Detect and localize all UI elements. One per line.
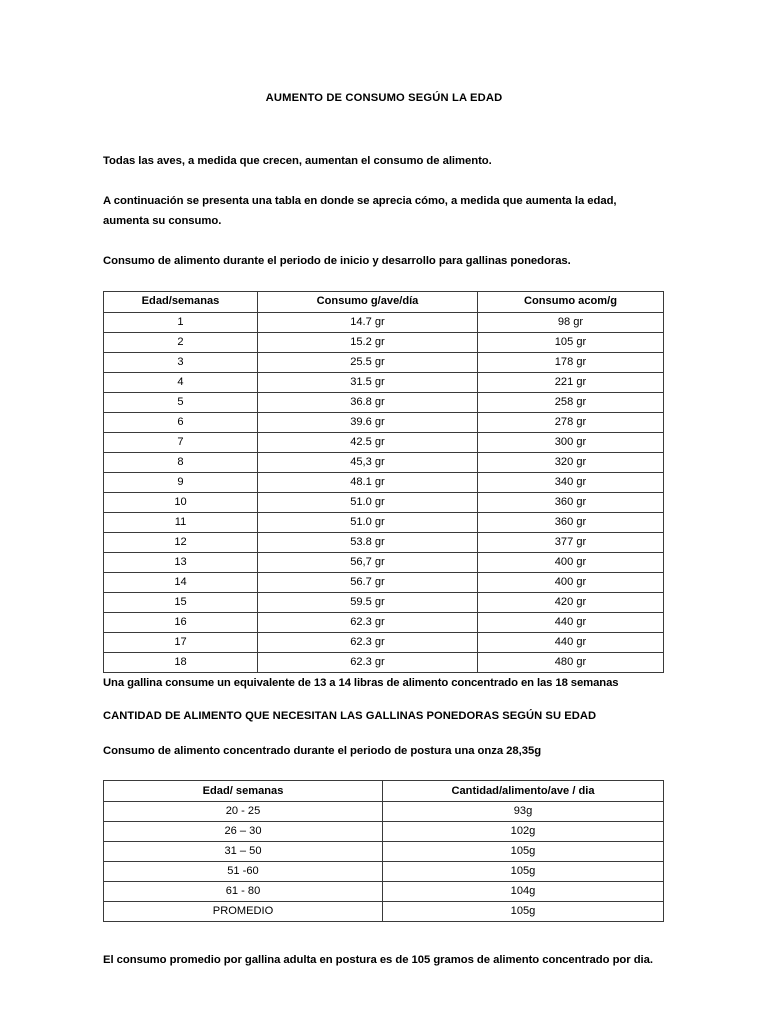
paragraph-intro-2: A continuación se presenta una tabla en donde se aprecia cómo, a medida que aumenta la edad, aumenta su consumo. — [103, 195, 617, 227]
cell-consumo-acumulado: 440 gr — [478, 632, 664, 652]
cell-consumo-diario: 51.0 gr — [258, 492, 478, 512]
cell-consumo-diario: 42.5 gr — [258, 432, 478, 452]
spacer — [103, 761, 665, 780]
cell-edad: 12 — [104, 532, 258, 552]
cell-edad-rango: 61 - 80 — [104, 882, 383, 902]
cell-consumo-acumulado: 320 gr — [478, 452, 664, 472]
cell-consumo-acumulado: 400 gr — [478, 572, 664, 592]
table-row — [104, 862, 664, 882]
cell-consumo-diario: 48.1 gr — [258, 472, 478, 492]
table-row — [104, 392, 664, 412]
cell-consumo-acumulado: 278 gr — [478, 412, 664, 432]
table-row — [104, 592, 664, 612]
cell-consumo-diario: 25.5 gr — [258, 352, 478, 372]
cell-consumo-acumulado: 105 gr — [478, 332, 664, 352]
table-row — [104, 652, 664, 672]
cell-edad: 5 — [104, 392, 258, 412]
table-row — [104, 432, 664, 452]
table-row — [104, 452, 664, 472]
note-under-table-consumo: Una gallina consume un equivalente de 13 a 14 libras de alimento concentrado en las 18 semanas — [103, 676, 619, 689]
cell-consumo-diario: 59.5 gr — [258, 592, 478, 612]
cell-edad: 14 — [104, 572, 258, 592]
cell-consumo-acumulado: 340 gr — [478, 472, 664, 492]
cell-edad: 17 — [104, 632, 258, 652]
table-cantidad-postura — [103, 780, 664, 922]
paragraph-intro-1: Todas las aves, a medida que crecen, aumentan el consumo de alimento. — [103, 155, 492, 167]
table-row — [104, 902, 664, 922]
table-row — [104, 882, 664, 902]
table-row — [104, 412, 664, 432]
table-row — [104, 612, 664, 632]
table-row — [104, 372, 664, 392]
column-header-consumo-diario: Consumo g/ave/día — [258, 291, 478, 312]
cell-edad: 2 — [104, 332, 258, 352]
table-row — [104, 802, 664, 822]
column-header-edad-semanas: Edad/ semanas — [104, 781, 383, 802]
column-header-edad-semanas: Edad/semanas — [104, 291, 258, 312]
cell-edad: 3 — [104, 352, 258, 372]
cell-cantidad: 93g — [383, 802, 664, 822]
cell-consumo-acumulado: 377 gr — [478, 532, 664, 552]
table-row — [104, 352, 664, 372]
cell-consumo-acumulado: 98 gr — [478, 312, 664, 332]
cell-edad-rango: 20 - 25 — [104, 802, 383, 822]
cell-cantidad: 104g — [383, 882, 664, 902]
cell-consumo-diario: 31.5 gr — [258, 372, 478, 392]
cell-consumo-acumulado: 178 gr — [478, 352, 664, 372]
table-row — [104, 332, 664, 352]
cell-cantidad: 105g — [383, 842, 664, 862]
cell-consumo-diario: 53.8 gr — [258, 532, 478, 552]
cell-consumo-diario: 62.3 gr — [258, 632, 478, 652]
paragraph-intro-4: Consumo de alimento concentrado durante el periodo de postura una onza 28,35g — [103, 744, 542, 757]
table-row — [104, 492, 664, 512]
cell-edad-rango: 26 – 30 — [104, 822, 383, 842]
cell-consumo-diario: 62.3 gr — [258, 612, 478, 632]
cell-consumo-diario: 51.0 gr — [258, 512, 478, 532]
cell-edad: 15 — [104, 592, 258, 612]
cell-edad: 11 — [104, 512, 258, 532]
cell-edad: 13 — [104, 552, 258, 572]
cell-edad: 16 — [104, 612, 258, 632]
cell-consumo-acumulado: 400 gr — [478, 552, 664, 572]
cell-consumo-diario: 14.7 gr — [258, 312, 478, 332]
table-row — [104, 532, 664, 552]
cell-cantidad: 102g — [383, 822, 664, 842]
cell-cantidad: 105g — [383, 862, 664, 882]
section-heading-cantidad-alimento: CANTIDAD DE ALIMENTO QUE NECESITAN LAS GALLINAS PONEDORAS SEGÚN SU EDAD — [103, 709, 597, 722]
cell-cantidad: 105g — [383, 902, 664, 922]
cell-edad-rango: PROMEDIO — [104, 902, 383, 922]
table-row — [104, 512, 664, 532]
cell-consumo-diario: 62.3 gr — [258, 652, 478, 672]
table-header-row — [104, 291, 664, 312]
cell-edad: 9 — [104, 472, 258, 492]
cell-edad: 18 — [104, 652, 258, 672]
cell-consumo-acumulado: 420 gr — [478, 592, 664, 612]
table-row — [104, 842, 664, 862]
cell-edad: 1 — [104, 312, 258, 332]
spacer — [103, 272, 665, 291]
cell-edad: 8 — [104, 452, 258, 472]
table-row — [104, 312, 664, 332]
cell-consumo-diario: 56,7 gr — [258, 552, 478, 572]
cell-consumo-acumulado: 360 gr — [478, 512, 664, 532]
cell-consumo-acumulado: 300 gr — [478, 432, 664, 452]
cell-consumo-acumulado: 440 gr — [478, 612, 664, 632]
table-row — [104, 822, 664, 842]
cell-edad: 10 — [104, 492, 258, 512]
cell-consumo-diario: 39.6 gr — [258, 412, 478, 432]
cell-edad: 7 — [104, 432, 258, 452]
table-row — [104, 572, 664, 592]
cell-edad-rango: 31 – 50 — [104, 842, 383, 862]
cell-edad-rango: 51 -60 — [104, 862, 383, 882]
cell-consumo-diario: 56.7 gr — [258, 572, 478, 592]
cell-consumo-diario: 15.2 gr — [258, 332, 478, 352]
page-title: AUMENTO DE CONSUMO SEGÚN LA EDAD — [265, 92, 503, 104]
cell-consumo-acumulado: 221 gr — [478, 372, 664, 392]
column-header-cantidad-alimento: Cantidad/alimento/ave / dia — [383, 781, 664, 802]
cell-consumo-acumulado: 360 gr — [478, 492, 664, 512]
table-header-row — [104, 781, 664, 802]
cell-consumo-diario: 36.8 gr — [258, 392, 478, 412]
cell-edad: 4 — [104, 372, 258, 392]
cell-edad: 6 — [104, 412, 258, 432]
column-header-consumo-acumulado: Consumo acom/g — [478, 291, 664, 312]
paragraph-intro-3: Consumo de alimento durante el periodo de inicio y desarrollo para gallinas ponedoras. — [103, 255, 571, 268]
table-row — [104, 472, 664, 492]
cell-consumo-acumulado: 480 gr — [478, 652, 664, 672]
table-row — [104, 632, 664, 652]
cell-consumo-diario: 45,3 gr — [258, 452, 478, 472]
paragraph-closing: El consumo promedio por gallina adulta en postura es de 105 gramos de alimento concentrado por dia. — [103, 954, 653, 967]
table-row — [104, 552, 664, 572]
table-consumo-inicio-desarrollo — [103, 291, 664, 673]
cell-consumo-acumulado: 258 gr — [478, 392, 664, 412]
